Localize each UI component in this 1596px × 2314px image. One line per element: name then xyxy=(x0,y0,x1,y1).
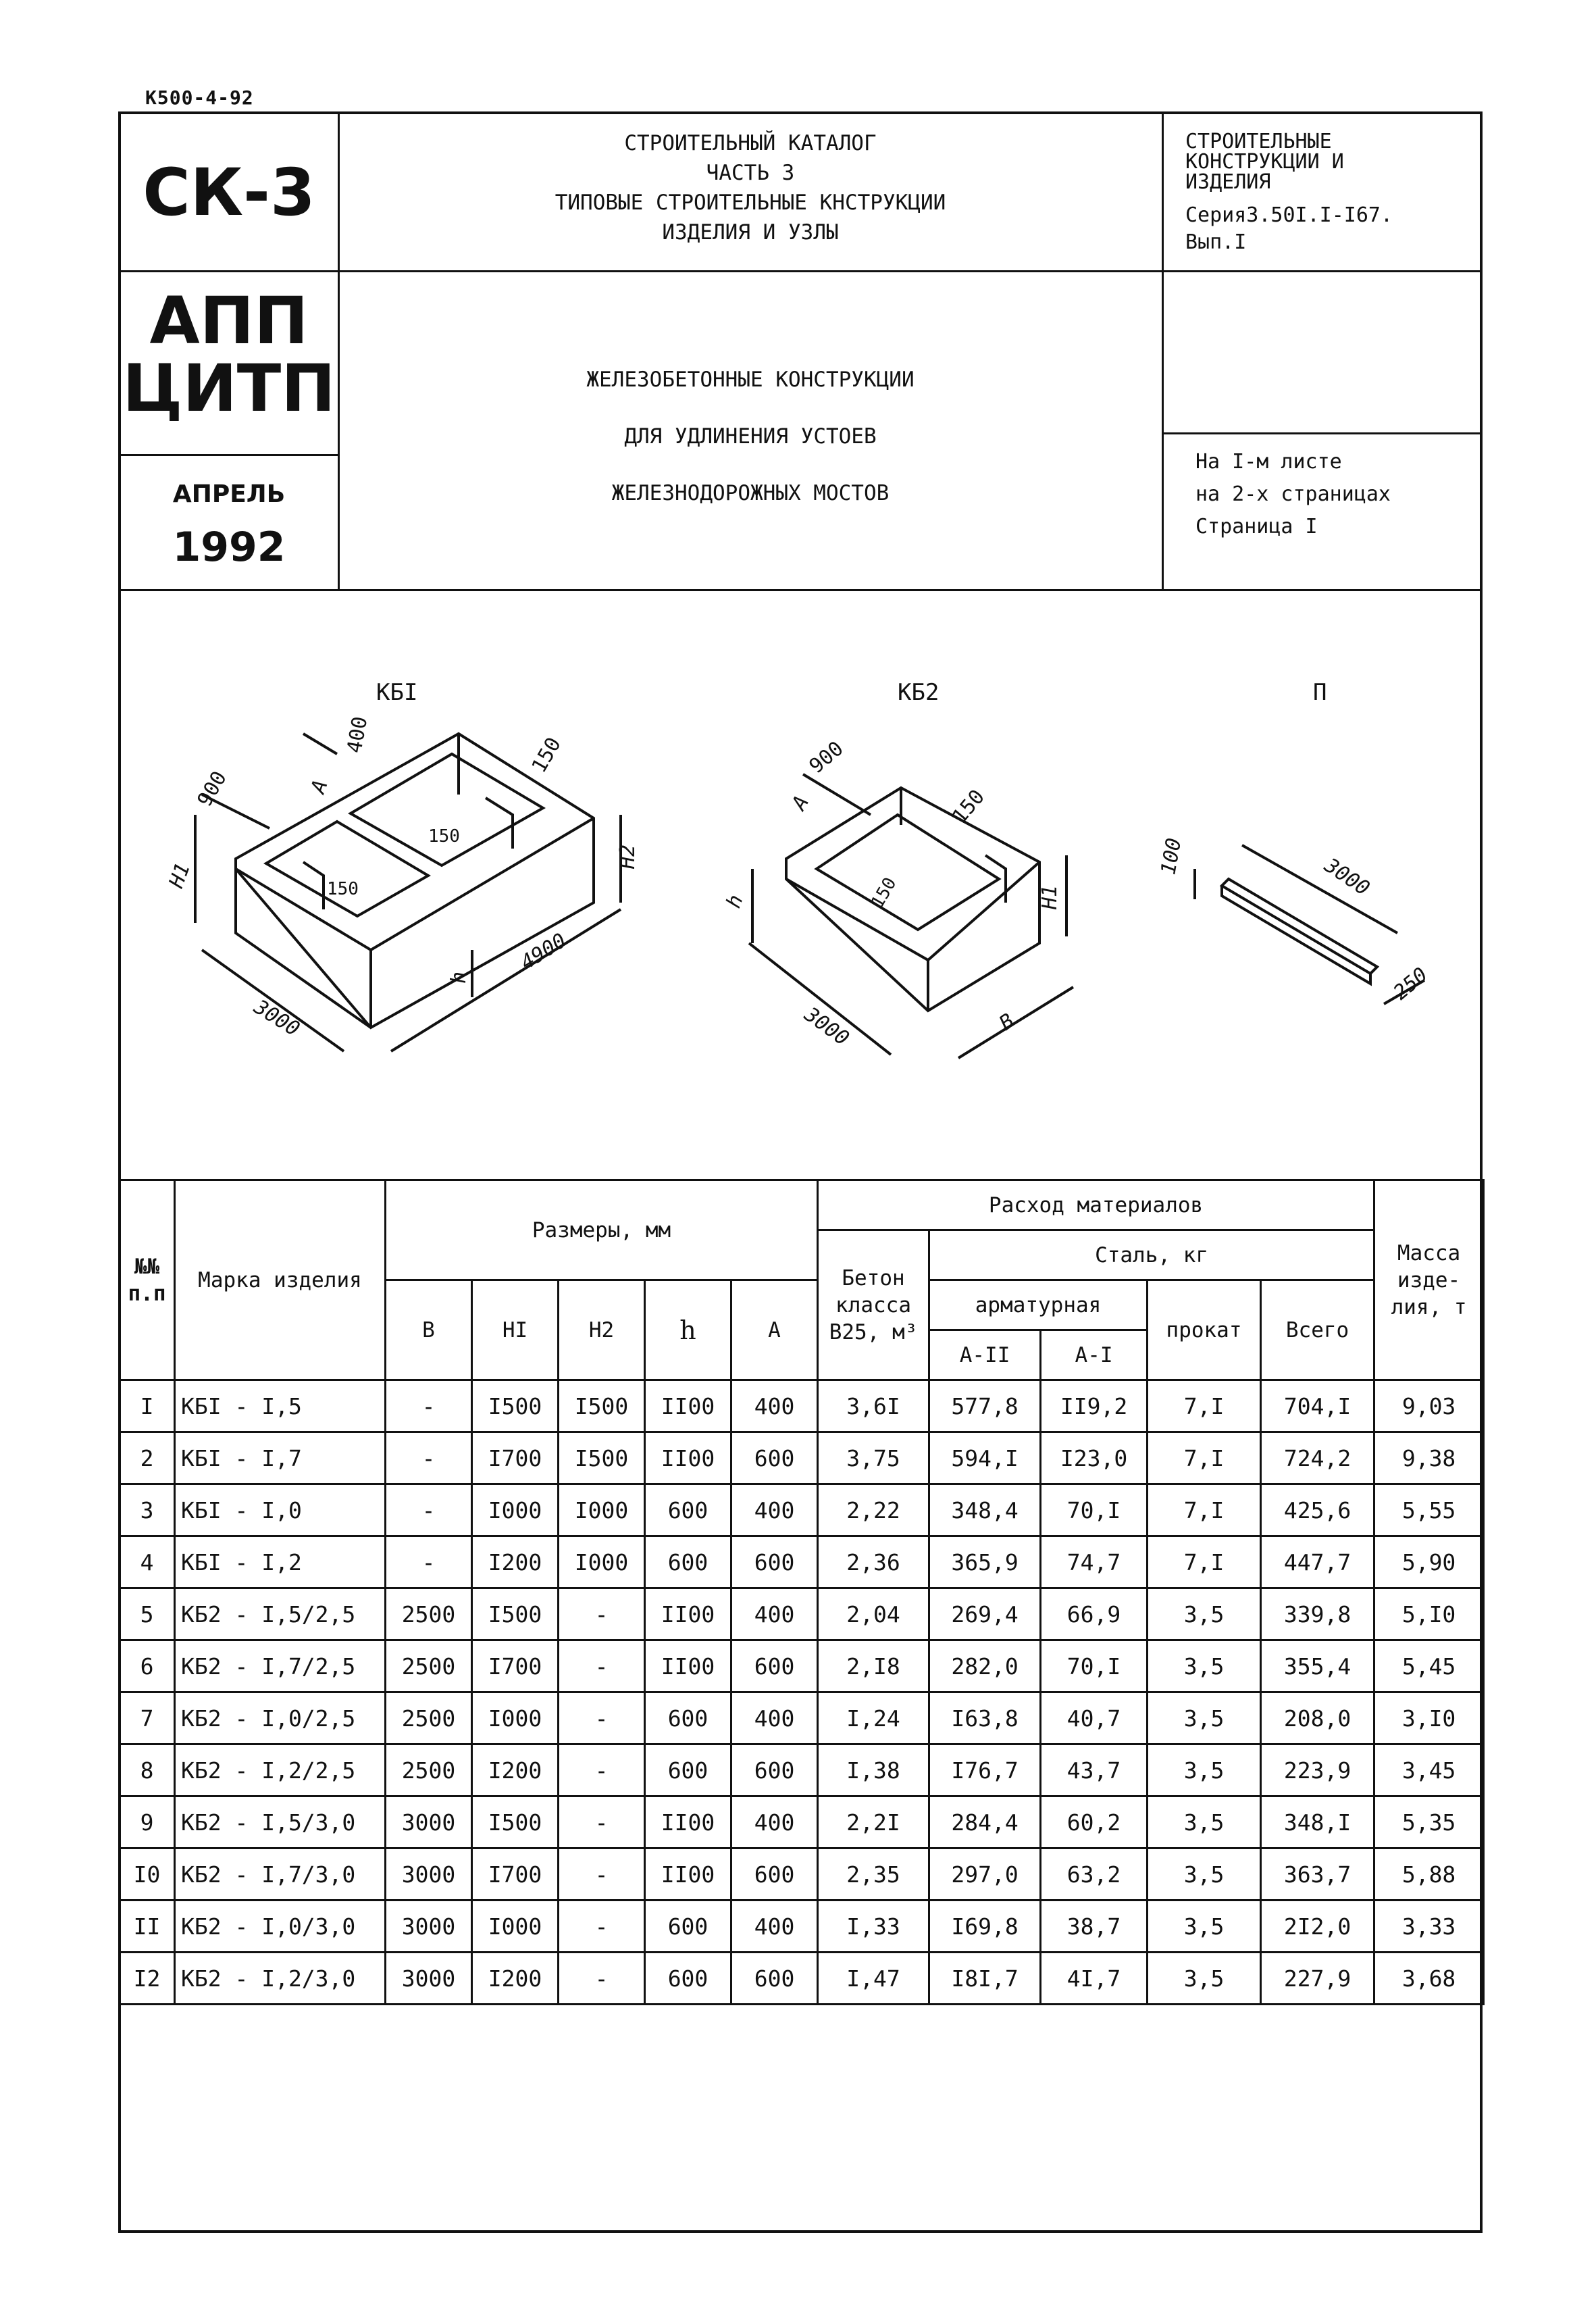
kb2-dim-line xyxy=(958,987,1073,1058)
cell-total: 363,7 xyxy=(1261,1848,1374,1901)
sheet-info-line3: Страница I xyxy=(1195,515,1318,538)
cell-total: 2I2,0 xyxy=(1261,1901,1374,1953)
cell-h2: - xyxy=(559,1692,645,1744)
cell-num: I2 xyxy=(120,1953,175,2005)
cell-h: 600 xyxy=(645,1484,731,1536)
cell-total: 447,7 xyxy=(1261,1536,1374,1588)
cell-b: 2500 xyxy=(386,1588,472,1640)
document-code: К500-4-92 xyxy=(145,86,254,109)
cell-mass: 3,68 xyxy=(1374,1953,1484,2005)
sheet-info-line1: На I-м листе xyxy=(1195,450,1342,474)
cell-concrete: 2,35 xyxy=(818,1848,929,1901)
cell-rolled: 3,5 xyxy=(1148,1901,1261,1953)
kb1-label: КБI xyxy=(376,679,418,706)
divider xyxy=(1162,111,1164,591)
drawings-area xyxy=(121,592,1480,1176)
cell-mass: 5,I0 xyxy=(1374,1588,1484,1640)
cell-h: 600 xyxy=(645,1953,731,2005)
table-row xyxy=(120,1692,1484,1744)
cell-rolled: 3,5 xyxy=(1148,1588,1261,1640)
p-dim-thickness: 100 xyxy=(1156,836,1187,877)
cell-mark: КБ2 - I,7/2,5 xyxy=(175,1640,386,1692)
cell-mark: КБ2 - I,7/3,0 xyxy=(175,1848,386,1901)
cell-num: I xyxy=(120,1380,175,1432)
col-h-header: h xyxy=(645,1280,731,1380)
cell-b: - xyxy=(386,1432,472,1484)
cell-h1: I500 xyxy=(472,1588,559,1640)
cell-rebar-a2: I63,8 xyxy=(929,1692,1041,1744)
series-line5: Вып.I xyxy=(1185,230,1247,254)
series-block xyxy=(1185,132,1476,256)
cell-a: 600 xyxy=(731,1536,818,1588)
cell-h2: - xyxy=(559,1848,645,1901)
cell-h: II00 xyxy=(645,1380,731,1432)
kb1-dim-150-a: 150 xyxy=(527,733,567,777)
cell-a: 400 xyxy=(731,1380,818,1432)
cell-h2: I000 xyxy=(559,1536,645,1588)
cell-h2: - xyxy=(559,1953,645,2005)
series-line1: СТРОИТЕЛЬНЫЕ xyxy=(1185,130,1332,153)
cell-h1: I200 xyxy=(472,1953,559,2005)
cell-num: I0 xyxy=(120,1848,175,1901)
sheet-info-line2: на 2-х страницах xyxy=(1195,482,1391,506)
kb2-label: КБ2 xyxy=(898,679,939,706)
cell-rolled: 3,5 xyxy=(1148,1848,1261,1901)
cell-h1: I200 xyxy=(472,1536,559,1588)
cell-rolled: 3,5 xyxy=(1148,1640,1261,1692)
cell-rebar-a2: I8I,7 xyxy=(929,1953,1041,2005)
cell-h: II00 xyxy=(645,1640,731,1692)
stamp-year: 1992 xyxy=(172,524,286,571)
cell-mark: КБI - I,7 xyxy=(175,1432,386,1484)
cell-rebar-a1: II9,2 xyxy=(1041,1380,1148,1432)
col-a1-header: А-I xyxy=(1041,1330,1148,1380)
cell-h: II00 xyxy=(645,1848,731,1901)
cell-num: 3 xyxy=(120,1484,175,1536)
cell-rebar-a1: 66,9 xyxy=(1041,1588,1148,1640)
cell-h1: I500 xyxy=(472,1380,559,1432)
cell-mark: КБ2 - I,2/2,5 xyxy=(175,1744,386,1796)
cell-mass: 9,03 xyxy=(1374,1380,1484,1432)
col-sizes-header: Размеры, мм xyxy=(386,1180,818,1280)
stamp-code: СК-3 xyxy=(143,155,315,230)
cell-mass: 3,45 xyxy=(1374,1744,1484,1796)
cell-concrete: I,38 xyxy=(818,1744,929,1796)
cell-rebar-a2: 282,0 xyxy=(929,1640,1041,1692)
divider xyxy=(118,454,338,456)
cell-num: 6 xyxy=(120,1640,175,1692)
cell-h2: I500 xyxy=(559,1380,645,1432)
cell-total: 227,9 xyxy=(1261,1953,1374,2005)
cell-rebar-a2: 269,4 xyxy=(929,1588,1041,1640)
p-drawing xyxy=(1156,679,1432,1005)
cell-rolled: 3,5 xyxy=(1148,1744,1261,1796)
cell-concrete: I,47 xyxy=(818,1953,929,2005)
cell-mass: 5,45 xyxy=(1374,1640,1484,1692)
cell-mass: 5,55 xyxy=(1374,1484,1484,1536)
kb2-dim-900: 900 xyxy=(804,736,848,779)
cell-rolled: 3,5 xyxy=(1148,1692,1261,1744)
col-total-header: Всего xyxy=(1261,1280,1374,1380)
cell-b: 2500 xyxy=(386,1692,472,1744)
catalog-line4: ИЗДЕЛИЯ И УЗЛЫ xyxy=(662,220,839,245)
cell-a: 400 xyxy=(731,1901,818,1953)
cell-concrete: 2,2I xyxy=(818,1796,929,1848)
catalog-line3: ТИПОВЫЕ СТРОИТЕЛЬНЫЕ КНСТРУКЦИИ xyxy=(555,191,946,215)
kb2-drawing xyxy=(722,679,1073,1058)
cell-a: 600 xyxy=(731,1640,818,1692)
cell-mass: 5,88 xyxy=(1374,1848,1484,1901)
cell-b: 2500 xyxy=(386,1744,472,1796)
cell-num: 9 xyxy=(120,1796,175,1848)
cell-num: II xyxy=(120,1901,175,1953)
kb2-dim-150-a: 150 xyxy=(948,785,989,829)
kb1-drawing xyxy=(164,679,640,1051)
kb2-top-edges xyxy=(786,862,1039,960)
cell-rebar-a1: 4I,7 xyxy=(1041,1953,1148,2005)
cell-concrete: 3,75 xyxy=(818,1432,929,1484)
kb1-dim-length: 3000 xyxy=(249,995,304,1042)
series-line2: КОНСТРУКЦИИ И xyxy=(1185,150,1344,174)
title-line2: ДЛЯ УДЛИНЕНИЯ УСТОЕВ xyxy=(624,424,877,449)
cell-mark: КБ2 - I,0/3,0 xyxy=(175,1901,386,1953)
cell-h: 600 xyxy=(645,1744,731,1796)
cell-rebar-a2: 594,I xyxy=(929,1432,1041,1484)
cell-num: 2 xyxy=(120,1432,175,1484)
cell-rebar-a2: 577,8 xyxy=(929,1380,1041,1432)
cell-b: 3000 xyxy=(386,1901,472,1953)
cell-num: 7 xyxy=(120,1692,175,1744)
cell-h2: - xyxy=(559,1640,645,1692)
p-label: П xyxy=(1313,679,1327,706)
cell-total: 223,9 xyxy=(1261,1744,1374,1796)
cell-rolled: 7,I xyxy=(1148,1380,1261,1432)
col-materials-header: Расход материалов xyxy=(818,1180,1374,1230)
table-row xyxy=(120,1588,1484,1640)
p-dim-width: 250 xyxy=(1389,963,1433,1005)
cell-h: II00 xyxy=(645,1796,731,1848)
cell-mass: 5,90 xyxy=(1374,1536,1484,1588)
cell-rebar-a1: 38,7 xyxy=(1041,1901,1148,1953)
cell-h2: - xyxy=(559,1901,645,1953)
divider xyxy=(338,111,340,591)
cell-mark: КБ2 - I,5/3,0 xyxy=(175,1796,386,1848)
cell-rolled: 7,I xyxy=(1148,1484,1261,1536)
kb1-dim-h2: H2 xyxy=(616,844,640,869)
cell-rebar-a1: 63,2 xyxy=(1041,1848,1148,1901)
cell-h1: I200 xyxy=(472,1744,559,1796)
cell-num: 4 xyxy=(120,1536,175,1588)
cell-total: 208,0 xyxy=(1261,1692,1374,1744)
cell-num: 5 xyxy=(120,1588,175,1640)
divider xyxy=(118,270,1483,272)
series-line4: Серия3.50I.I-I67. xyxy=(1185,203,1393,227)
col-a2-header: А-II xyxy=(929,1330,1041,1380)
title-line3: ЖЕЛЕЗНОДОРОЖНЫХ МОСТОВ xyxy=(611,481,890,505)
cell-a: 600 xyxy=(731,1953,818,2005)
cell-total: 355,4 xyxy=(1261,1640,1374,1692)
kb2-dim-line xyxy=(803,774,871,815)
cell-h1: I000 xyxy=(472,1692,559,1744)
col-h2-header: H2 xyxy=(559,1280,645,1380)
cell-rebar-a2: I76,7 xyxy=(929,1744,1041,1796)
cell-rolled: 3,5 xyxy=(1148,1796,1261,1848)
cell-h: II00 xyxy=(645,1588,731,1640)
cell-h2: - xyxy=(559,1588,645,1640)
cell-mark: КБ2 - I,2/3,0 xyxy=(175,1953,386,2005)
divider xyxy=(1162,432,1483,434)
catalog-line1: СТРОИТЕЛЬНЫЙ КАТАЛОГ xyxy=(624,131,877,155)
cell-h1: I000 xyxy=(472,1484,559,1536)
kb1-dim-line xyxy=(303,734,337,754)
kb2-dim-150-b: 150 xyxy=(867,874,901,912)
col-rebar-header: арматурная xyxy=(929,1280,1148,1330)
cell-concrete: I,24 xyxy=(818,1692,929,1744)
kb1-dim-400: 400 xyxy=(342,714,373,755)
table-row xyxy=(120,1796,1484,1848)
kb1-dim-900: 900 xyxy=(192,767,232,811)
cell-rebar-a2: 284,4 xyxy=(929,1796,1041,1848)
cell-h2: I500 xyxy=(559,1432,645,1484)
cell-rebar-a1: 40,7 xyxy=(1041,1692,1148,1744)
kb1-dim-150-c: 150 xyxy=(327,879,359,899)
stamp-org-line2: ЦИТП xyxy=(122,351,336,426)
cell-rebar-a1: 43,7 xyxy=(1041,1744,1148,1796)
kb2-dim-line xyxy=(749,943,891,1055)
cell-b: - xyxy=(386,1536,472,1588)
kb1-dim-h1: H1 xyxy=(164,859,195,891)
cell-mass: 3,I0 xyxy=(1374,1692,1484,1744)
cell-h1: I700 xyxy=(472,1432,559,1484)
series-line3: ИЗДЕЛИЯ xyxy=(1185,170,1271,194)
cell-a: 400 xyxy=(731,1484,818,1536)
kb1-dim-width: 4900 xyxy=(516,928,571,975)
cell-rolled: 3,5 xyxy=(1148,1953,1261,2005)
cell-h2: - xyxy=(559,1744,645,1796)
kb2-dim-a: A xyxy=(787,791,814,814)
stamp-month: АПРЕЛЬ xyxy=(172,480,286,508)
cell-num: 8 xyxy=(120,1744,175,1796)
spec-table xyxy=(118,1179,1485,2005)
cell-rebar-a1: 74,7 xyxy=(1041,1536,1148,1588)
table-row xyxy=(120,1744,1484,1796)
cell-rebar-a2: 365,9 xyxy=(929,1536,1041,1588)
kb2-dim-length: 3000 xyxy=(800,1003,854,1051)
cell-h1: I000 xyxy=(472,1901,559,1953)
kb1-dim-line xyxy=(391,909,621,1051)
kb1-top-front-edge xyxy=(371,818,594,950)
kb2-dim-h1: H1 xyxy=(1038,884,1062,909)
cell-a: 600 xyxy=(731,1848,818,1901)
cell-h1: I700 xyxy=(472,1848,559,1901)
sheet-info xyxy=(1195,446,1479,543)
spec-table-body xyxy=(120,1380,1484,2005)
cell-a: 400 xyxy=(731,1588,818,1640)
cell-rebar-a1: 70,I xyxy=(1041,1484,1148,1536)
kb1-cavity-right xyxy=(351,754,543,865)
col-num-header: №№ п.п xyxy=(120,1180,175,1380)
cell-mass: 3,33 xyxy=(1374,1901,1484,1953)
cell-h: II00 xyxy=(645,1432,731,1484)
cell-a: 400 xyxy=(731,1796,818,1848)
col-b-header: В xyxy=(386,1280,472,1380)
cell-rebar-a1: I23,0 xyxy=(1041,1432,1148,1484)
cell-total: 339,8 xyxy=(1261,1588,1374,1640)
cell-mark: КБ2 - I,5/2,5 xyxy=(175,1588,386,1640)
catalog-line2: ЧАСТЬ 3 xyxy=(706,161,795,185)
table-row xyxy=(120,1640,1484,1692)
cell-h1: I700 xyxy=(472,1640,559,1692)
cell-concrete: 2,22 xyxy=(818,1484,929,1536)
cell-h2: I000 xyxy=(559,1484,645,1536)
col-mark-header: Марка изделия xyxy=(175,1180,386,1380)
cell-mark: КБ2 - I,0/2,5 xyxy=(175,1692,386,1744)
cell-b: 3000 xyxy=(386,1796,472,1848)
cell-b: 2500 xyxy=(386,1640,472,1692)
col-rolled-header: прокат xyxy=(1148,1280,1261,1380)
kb2-dim-h: h xyxy=(721,891,748,911)
cell-concrete: 3,6I xyxy=(818,1380,929,1432)
cell-b: 3000 xyxy=(386,1953,472,2005)
cell-mark: КБI - I,2 xyxy=(175,1536,386,1588)
col-concrete-header: Бетон класса В25, м³ xyxy=(818,1230,929,1380)
cell-concrete: 2,36 xyxy=(818,1536,929,1588)
cell-mark: КБI - I,5 xyxy=(175,1380,386,1432)
table-row xyxy=(120,1484,1484,1536)
col-steel-header: Сталь, кг xyxy=(929,1230,1374,1280)
cell-b: 3000 xyxy=(386,1848,472,1901)
cell-rebar-a1: 70,I xyxy=(1041,1640,1148,1692)
cell-rolled: 7,I xyxy=(1148,1536,1261,1588)
col-mass-header: Масса изде- лия, т xyxy=(1374,1180,1484,1380)
kb1-dim-line xyxy=(202,950,344,1051)
cell-mass: 9,38 xyxy=(1374,1432,1484,1484)
cell-rebar-a2: 348,4 xyxy=(929,1484,1041,1536)
cell-concrete: I,33 xyxy=(818,1901,929,1953)
table-row xyxy=(120,1536,1484,1588)
stamp-org-line1: АПП xyxy=(149,283,309,359)
col-h1-header: HI xyxy=(472,1280,559,1380)
cell-concrete: 2,I8 xyxy=(818,1640,929,1692)
title-line1: ЖЕЛЕЗОБЕТОННЫЕ КОНСТРУКЦИИ xyxy=(586,368,915,392)
col-a-header: А xyxy=(731,1280,818,1380)
catalog-header xyxy=(341,128,1160,247)
cell-h: 600 xyxy=(645,1692,731,1744)
cell-a: 600 xyxy=(731,1744,818,1796)
kb2-dim-b: B xyxy=(995,1009,1019,1036)
table-row xyxy=(120,1901,1484,1953)
cell-total: 348,I xyxy=(1261,1796,1374,1848)
p-dim-line xyxy=(1242,845,1397,933)
cell-rolled: 7,I xyxy=(1148,1432,1261,1484)
cell-mass: 5,35 xyxy=(1374,1796,1484,1848)
kb1-notch xyxy=(486,798,513,849)
kb1-outline xyxy=(236,734,594,1028)
cell-h: 600 xyxy=(645,1901,731,1953)
cell-mark: КБI - I,0 xyxy=(175,1484,386,1536)
table-row xyxy=(120,1953,1484,2005)
cell-h1: I500 xyxy=(472,1796,559,1848)
cell-h: 600 xyxy=(645,1536,731,1588)
document-title xyxy=(341,351,1160,522)
divider xyxy=(118,589,1483,591)
cell-total: 724,2 xyxy=(1261,1432,1374,1484)
cell-h2: - xyxy=(559,1796,645,1848)
cell-a: 600 xyxy=(731,1432,818,1484)
table-row xyxy=(120,1432,1484,1484)
cell-total: 704,I xyxy=(1261,1380,1374,1432)
cell-rebar-a2: 297,0 xyxy=(929,1848,1041,1901)
table-row xyxy=(120,1380,1484,1432)
cell-total: 425,6 xyxy=(1261,1484,1374,1536)
kb1-dim-a: A xyxy=(306,776,333,797)
kb1-dim-h: h xyxy=(447,971,471,984)
cell-rebar-a2: I69,8 xyxy=(929,1901,1041,1953)
kb1-dim-150-b: 150 xyxy=(428,826,460,847)
cell-concrete: 2,04 xyxy=(818,1588,929,1640)
cell-rebar-a1: 60,2 xyxy=(1041,1796,1148,1848)
table-row xyxy=(120,1848,1484,1901)
cell-b: - xyxy=(386,1380,472,1432)
p-dim-length: 3000 xyxy=(1320,853,1374,901)
cell-b: - xyxy=(386,1484,472,1536)
cell-a: 400 xyxy=(731,1692,818,1744)
